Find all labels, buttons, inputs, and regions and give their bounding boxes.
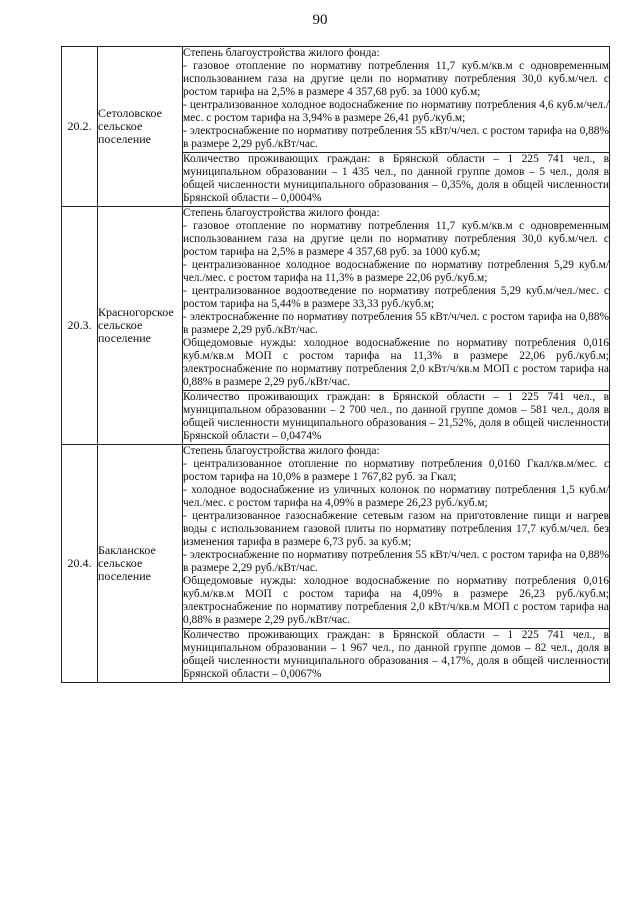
description-paragraph: Степень благоустройства жилого фонда: xyxy=(183,445,380,457)
description-paragraph: Количество проживающих граждан: в Брянской области – 1 225 741 чел., в муниципальном образовании – 1 967 чел., по данной группе домов – 82 чел., доля в общей численности муниципального образования – 4,17%, доля в общей численности Брянской области – 0,0067% xyxy=(183,629,609,680)
municipality-name-line: Бакланское xyxy=(98,543,156,557)
description-paragraph: Количество проживающих граждан: в Брянской области – 1 225 741 чел., в муниципальном образовании – 1 435 чел., по данной группе домов – 5 чел., доля в общей численности муниципального образования – 0,35%, доля в общей численности Брянской области – 0,0004% xyxy=(183,153,609,204)
municipality-name xyxy=(98,207,183,445)
row-number: 20.3. xyxy=(62,207,98,445)
housing-conditions-block xyxy=(183,47,609,153)
row-number: 20.2. xyxy=(62,47,98,207)
municipality-name-line: поселение xyxy=(98,132,152,146)
page-number: 90 xyxy=(312,12,328,28)
description-paragraph: Количество проживающих граждан: в Брянской области – 1 225 741 чел., в муниципальном образовании – 2 700 чел., по данной группе домов – 581 чел., доля в общей численности муниципального образования – 21,52%, доля в общей численности Брянской области – 0,0474% xyxy=(183,391,609,442)
population-block xyxy=(183,153,609,206)
row-number: 20.4. xyxy=(62,445,98,683)
description-paragraph: - централизованное холодное водоснабжение по нормативу потребления 5,29 куб.м/чел./мес. с ростом тарифа на 11,3% в размере 22,06 руб./куб.м; xyxy=(183,259,609,284)
description-paragraph: Общедомовые нужды: холодное водоснабжение по нормативу потребления 0,016 куб.м/кв.м МОП с ростом тарифа на 4,09% в размере 26,23 руб./куб.м; электроснабжение по нормативу потребления 2,0 кВт/ч/кв.м МОП с ростом тарифа на 0,88% в размере 2,29 руб./кВт/час. xyxy=(183,575,609,626)
description-paragraph: - централизованное отопление по нормативу потребления 0,0160 Гкал/кв.м/мес. с ростом тарифа на 10,0% в размере 1 767,82 руб. за Гкал; xyxy=(183,458,609,483)
municipality-name-line: сельское xyxy=(98,556,143,570)
municipality-name-line: сельское xyxy=(98,119,143,133)
description-paragraph: - электроснабжение по нормативу потребления 55 кВт/ч/чел. с ростом тарифа на 0,88% в размере 2,29 руб./кВт/час. xyxy=(183,125,609,150)
description-paragraph: Степень благоустройства жилого фонда: xyxy=(183,207,380,219)
description-paragraph: - холодное водоснабжение из уличных колонок по нормативу потребления 1,5 куб.м/чел./мес. с ростом тарифа на 4,09% в размере 26,23 руб./куб.м; xyxy=(183,484,609,509)
municipality-name xyxy=(98,445,183,683)
municipality-name-line: Красногорское xyxy=(98,305,174,319)
population-block xyxy=(183,629,609,682)
tariff-table xyxy=(61,46,610,683)
description-paragraph: - электроснабжение по нормативу потребления 55 кВт/ч/чел. с ростом тарифа на 0,88% в размере 2,29 руб./кВт/час. xyxy=(183,311,609,336)
description-paragraph: - газовое отопление по нормативу потребления 11,7 куб.м/кв.м с одновременным использованием газа на другие цели по нормативу потребления 30,0 куб.м/чел. с ростом тарифа на 2,5% в размере 4 357,68 руб. за 1000 куб.м; xyxy=(183,60,609,98)
housing-conditions-block xyxy=(183,445,609,629)
table-row xyxy=(62,207,610,445)
description-paragraph: - централизованное холодное водоснабжение по нормативу потребления 4,6 куб.м/чел./мес. с ростом тарифа на 3,94% в размере 26,41 руб./куб.м; xyxy=(183,99,609,124)
description-paragraph: - электроснабжение по нормативу потребления 55 кВт/ч/чел. с ростом тарифа на 0,88% в размере 2,29 руб./кВт/час. xyxy=(183,549,609,574)
description-paragraph: - централизованное водоотведение по нормативу потребления 5,29 куб.м/чел./мес. с ростом тарифа на 5,44% в размере 33,33 руб./куб.м; xyxy=(183,285,609,310)
description-cell xyxy=(183,207,610,445)
description-cell xyxy=(183,47,610,207)
housing-conditions-block xyxy=(183,207,609,391)
tariff-table-body xyxy=(62,47,610,683)
municipality-name-line: Сетоловское xyxy=(98,106,163,120)
description-cell xyxy=(183,445,610,683)
municipality-name xyxy=(98,47,183,207)
description-paragraph: Общедомовые нужды: холодное водоснабжение по нормативу потребления 0,016 куб.м/кв.м МОП с ростом тарифа на 11,3% в размере 22,06 руб./куб.м; электроснабжение по нормативу потребления 2,0 кВт/ч/кв.м МОП с ростом тарифа на 0,88% в размере 2,29 руб./кВт/час. xyxy=(183,337,609,388)
municipality-name-line: поселение xyxy=(98,569,152,583)
description-paragraph: Степень благоустройства жилого фонда: xyxy=(183,47,380,59)
municipality-name-line: поселение xyxy=(98,331,152,345)
table-row xyxy=(62,47,610,207)
municipality-name-line: сельское xyxy=(98,318,143,332)
description-paragraph: - централизованное газоснабжение сетевым газом на приготовление пищи и нагрев воды с использованием газовой плиты по нормативу потребления 17,7 куб.м/чел. без изменения тарифа в размере 6,73 руб. за куб.м; xyxy=(183,510,609,548)
population-block xyxy=(183,391,609,444)
description-paragraph: - газовое отопление по нормативу потребления 11,7 куб.м/кв.м с одновременным использованием газа на другие цели по нормативу потребления 30,0 куб.м/чел. с ростом тарифа на 2,5% в размере 4 357,68 руб. за 1000 куб.м; xyxy=(183,220,609,258)
table-row xyxy=(62,445,610,683)
